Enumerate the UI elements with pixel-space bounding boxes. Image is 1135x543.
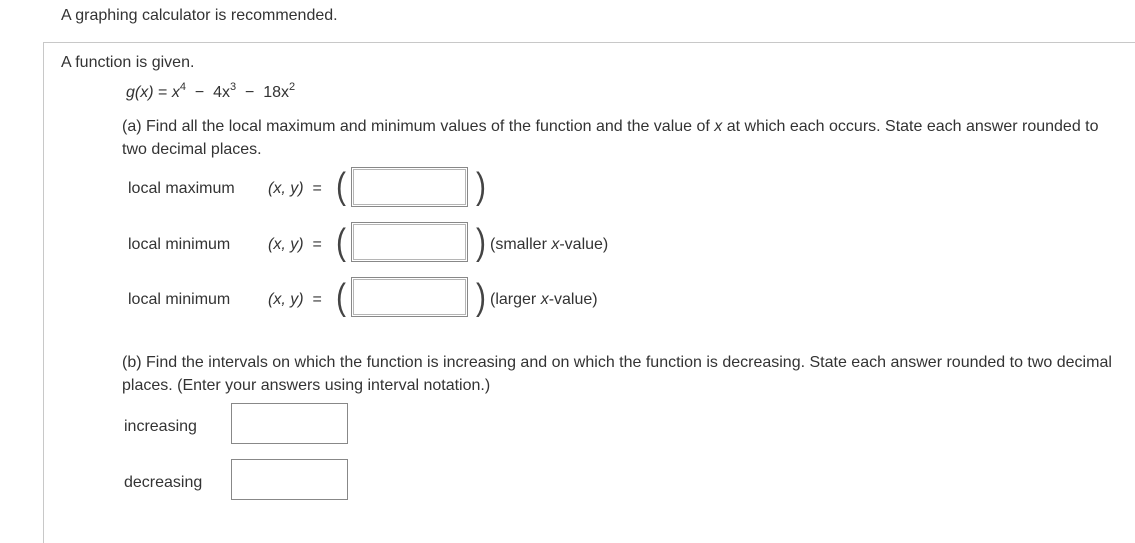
close-paren: ) (476, 221, 486, 263)
local-min-small-input[interactable] (353, 224, 466, 260)
decreasing-input[interactable] (231, 459, 348, 500)
formula-term1-exp: 4 (179, 81, 186, 93)
formula-term2: 4x (213, 84, 230, 101)
close-paren: ) (476, 276, 486, 318)
local-min-large-coord: (x, y) = (268, 291, 322, 308)
local-max-coord: (x, y) = (268, 180, 322, 197)
formula-op1: − (194, 84, 205, 101)
open-paren: ( (336, 221, 346, 263)
part-a-instructions: (a) Find all the local maximum and minimum values of the function and the value of x at which each occurs. State each answer rounded to two decimal places. (122, 118, 1099, 158)
formula-term2-exp: 3 (229, 81, 237, 93)
formula-eq: = (158, 84, 168, 101)
local-min-large-input[interactable] (353, 279, 466, 315)
open-paren: ( (336, 276, 346, 318)
local-max-input-frame (351, 167, 468, 207)
function-formula (126, 81, 296, 102)
open-paren: ( (336, 165, 346, 207)
larger-x-hint: (larger x-value) (490, 291, 598, 308)
formula-term3: 18x (263, 84, 290, 101)
local-min-small-label: local minimum (128, 236, 231, 253)
intro-text: A function is given. (61, 54, 195, 71)
formula-op2: − (244, 84, 255, 101)
local-min-large-label: local minimum (128, 291, 231, 308)
formula-lhs: g(x) (126, 84, 154, 101)
local-max-input[interactable] (353, 169, 466, 205)
formula-term3-exp: 2 (289, 81, 296, 93)
local-min-small-coord: (x, y) = (268, 236, 322, 253)
calculator-note: A graphing calculator is recommended. (61, 7, 338, 24)
local-min-small-input-frame (351, 222, 468, 262)
increasing-label: increasing (124, 418, 197, 435)
formula-term1: x (171, 84, 180, 101)
close-paren: ) (476, 165, 486, 207)
local-min-large-input-frame (351, 277, 468, 317)
decreasing-label: decreasing (124, 474, 203, 491)
increasing-input[interactable] (231, 403, 348, 444)
smaller-x-hint: (smaller x-value) (490, 236, 609, 253)
part-b-instructions: (b) Find the intervals on which the function is increasing and on which the function is decreasing. State each answer rounded to two decimal places. (Enter your answers using interval notation.) (122, 354, 1112, 394)
local-max-label: local maximum (128, 180, 235, 197)
